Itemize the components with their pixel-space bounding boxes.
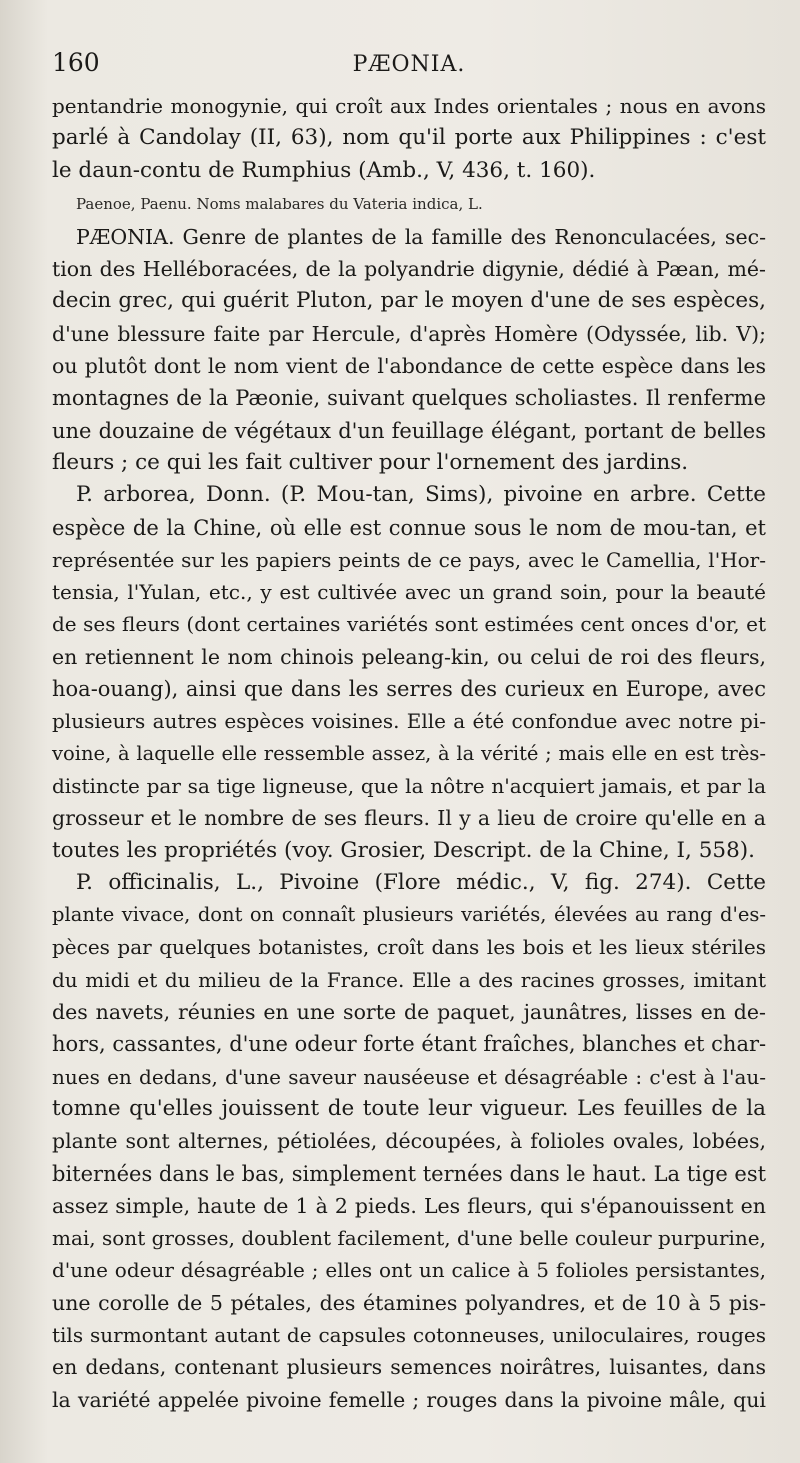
text-line: mai, sont grosses, doublent facilement, d'une belle couleur purpurine, bbox=[52, 1226, 766, 1251]
text-line: decin grec, qui guérit Pluton, par le moyen d'une de ses espèces, bbox=[52, 288, 766, 314]
text-line: P. officinalis, L., Pivoine (Flore médic., V, fig. 274). Cette bbox=[76, 869, 766, 895]
text-line: du midi et du milieu de la France. Elle a des racines grosses, imitant bbox=[52, 967, 766, 992]
text-line: plante vivace, dont on connaît plusieurs variétés, élevées au rang d'es- bbox=[52, 903, 766, 927]
text-line: ou plutôt dont le nom vient de l'abondance de cette espèce dans les bbox=[52, 354, 766, 379]
text-line: représentée sur les papiers peints de ce pays, avec le Camellia, l'Hor- bbox=[52, 547, 766, 572]
text-line: espèce de la Chine, où elle est connue sous le nom de mou-tan, et bbox=[52, 515, 766, 540]
text-line: tion des Helléboracées, de la polyandrie digynie, dédié à Pæan, mé- bbox=[52, 257, 766, 282]
text-line: plusieurs autres espèces voisines. Elle a été confondue avec notre pi- bbox=[52, 709, 766, 734]
text-line: PÆONIA. Genre de plantes de la famille des Renonculacées, sec- bbox=[76, 224, 766, 249]
text-line: toutes les propriétés (voy. Grosier, Descript. de la Chine, I, 558). bbox=[52, 837, 755, 863]
text-line: une corolle de 5 pétales, des étamines polyandres, et de 10 à 5 pis- bbox=[52, 1290, 766, 1315]
text-line: pentandrie monogynie, qui croît aux Indes orientales ; nous en avons bbox=[52, 94, 766, 118]
text-line: des navets, réunies en une sorte de paquet, jaunâtres, lisses en de- bbox=[52, 1000, 766, 1025]
text-line: plante sont alternes, pétiolées, découpées, à folioles ovales, lobées, bbox=[52, 1129, 766, 1154]
text-line: voine, à laquelle elle ressemble assez, à la vérité ; mais elle en est très- bbox=[52, 741, 766, 765]
text-line: de ses fleurs (dont certaines variétés sont estimées cent onces d'or, et bbox=[52, 612, 766, 637]
page-header bbox=[52, 48, 766, 90]
text-line: le daun-contu de Rumphius (Amb., V, 436, t. 160). bbox=[52, 157, 596, 183]
entry-paeonia bbox=[52, 221, 766, 479]
text-line: pèces par quelques botanistes, croît dans les bois et les lieux stériles bbox=[52, 935, 766, 960]
text-line: d'une blessure faite par Hercule, d'après Homère (Odyssée, lib. V); bbox=[52, 321, 766, 346]
page-number: 160 bbox=[52, 48, 100, 77]
running-title: PÆONIA. bbox=[352, 52, 466, 77]
text-line: montagnes de la Pæonie, suivant quelques scholiastes. Il renferme bbox=[52, 386, 766, 411]
entry-officinalis bbox=[52, 867, 766, 1416]
text-line: la variété appelée pivoine femelle ; rouges dans la pivoine mâle, qui bbox=[52, 1387, 766, 1412]
paragraph-continuation bbox=[52, 90, 766, 187]
text-line: tomne qu'elles jouissent de toute leur vigueur. Les feuilles de la bbox=[52, 1095, 766, 1121]
text-line: tensia, l'Yulan, etc., y est cultivée avec un grand soin, pour la beauté bbox=[52, 580, 766, 605]
text-line: biternées dans le bas, simplement ternées dans le haut. La tige est bbox=[52, 1161, 767, 1186]
entry-arborea bbox=[52, 479, 766, 867]
text-line: tils surmontant autant de capsules cotonneuses, uniloculaires, rouges bbox=[52, 1322, 766, 1347]
entry-paenoe: Paenoe, Paenu. Noms malabares du Vateria indica, L. bbox=[76, 194, 483, 213]
text-line: hoa-ouang), ainsi que dans les serres des curieux en Europe, avec bbox=[52, 677, 766, 702]
text-line: parlé à Candolay (II, 63), nom qu'il porte aux Philippines : c'est bbox=[52, 125, 766, 151]
text-line: hors, cassantes, d'une odeur forte étant fraîches, blanches et char- bbox=[52, 1032, 767, 1057]
text-line: une douzaine de végétaux d'un feuillage élégant, portant de belles bbox=[52, 418, 766, 443]
text-line: en dedans, contenant plusieurs semences noirâtres, luisantes, dans bbox=[52, 1355, 766, 1380]
text-line: d'une odeur désagréable ; elles ont un calice à 5 folioles persistantes, bbox=[52, 1258, 766, 1283]
text-line: nues en dedans, d'une saveur nauséeuse et désagréable : c'est à l'au- bbox=[52, 1064, 766, 1089]
text-line: fleurs ; ce qui les fait cultiver pour l'ornement des jardins. bbox=[52, 449, 689, 475]
text-line: assez simple, haute de 1 à 2 pieds. Les fleurs, qui s'épanouissent en bbox=[52, 1193, 766, 1218]
text-line: en retiennent le nom chinois peleang-kin, ou celui de roi des fleurs, bbox=[52, 644, 766, 669]
text-line: distincte par sa tige ligneuse, que la nôtre n'acquiert jamais, et par la bbox=[52, 773, 766, 798]
text-line: grosseur et le nombre de ses fleurs. Il y a lieu de croire qu'elle en a bbox=[52, 806, 766, 831]
text-line: P. arborea, Donn. (P. Mou-tan, Sims), pivoine en arbre. Cette bbox=[76, 482, 766, 508]
